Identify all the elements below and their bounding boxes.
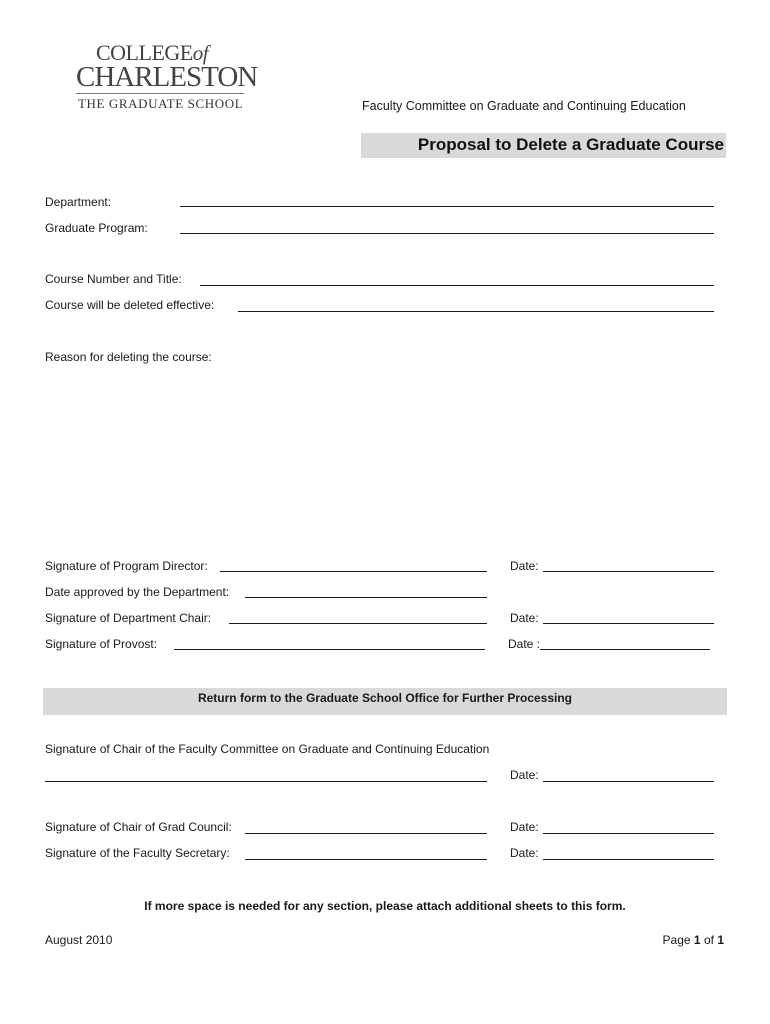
program-director-date-field[interactable] bbox=[543, 571, 714, 572]
program-director-signature-field[interactable] bbox=[220, 571, 487, 572]
provost-date-field[interactable] bbox=[540, 649, 710, 650]
return-form-text: Return form to the Graduate School Office for Further Processing bbox=[197, 691, 573, 705]
chair-grad-council-label: Signature of Chair of Grad Council: bbox=[45, 820, 232, 834]
department-field[interactable] bbox=[180, 206, 714, 207]
faculty-secretary-date-field[interactable] bbox=[543, 859, 714, 860]
deleted-effective-label: Course will be deleted effective: bbox=[45, 298, 215, 312]
logo-line-charleston: CHARLESTON bbox=[76, 61, 258, 93]
logo-line-graduate-school: THE GRADUATE SCHOOL bbox=[78, 96, 244, 111]
deleted-effective-field[interactable] bbox=[238, 311, 714, 312]
reason-label: Reason for deleting the course: bbox=[45, 350, 212, 364]
provost-date-label: Date : bbox=[508, 637, 541, 651]
graduate-program-field[interactable] bbox=[180, 233, 714, 234]
department-chair-date-field[interactable] bbox=[543, 623, 714, 624]
logo-rule bbox=[76, 93, 244, 94]
faculty-secretary-signature-field[interactable] bbox=[245, 859, 487, 860]
faculty-secretary-label: Signature of the Faculty Secretary: bbox=[45, 846, 230, 860]
department-chair-date-label: Date: bbox=[510, 611, 539, 625]
chair-grad-council-date-field[interactable] bbox=[543, 833, 714, 834]
college-logo bbox=[76, 40, 258, 114]
department-chair-signature-field[interactable] bbox=[229, 623, 487, 624]
logo-of: of bbox=[192, 41, 209, 65]
chair-faculty-committee-label: Signature of Chair of the Faculty Committee on Graduate and Continuing Education bbox=[45, 742, 490, 756]
course-number-title-label: Course Number and Title: bbox=[45, 272, 182, 286]
committee-name: Faculty Committee on Graduate and Continuing Education bbox=[362, 99, 686, 113]
program-director-label: Signature of Program Director: bbox=[45, 559, 208, 573]
footer-date: August 2010 bbox=[45, 933, 113, 947]
department-chair-label: Signature of Department Chair: bbox=[45, 611, 212, 625]
graduate-program-label: Graduate Program: bbox=[45, 221, 148, 235]
reason-area[interactable] bbox=[45, 370, 715, 550]
page-number: Page 1 of 1 bbox=[662, 933, 724, 947]
department-label: Department: bbox=[45, 195, 112, 209]
chair-faculty-committee-date-label: Date: bbox=[510, 768, 539, 782]
logo-line-college: COLLEGEof bbox=[96, 40, 209, 65]
chair-grad-council-signature-field[interactable] bbox=[245, 833, 487, 834]
date-approved-department-label: Date approved by the Department: bbox=[45, 585, 230, 599]
additional-sheets-note: If more space is needed for any section, please attach additional sheets to this form. bbox=[144, 899, 626, 913]
date-approved-department-field[interactable] bbox=[245, 597, 487, 598]
chair-faculty-committee-signature-field[interactable] bbox=[45, 781, 487, 782]
chair-faculty-committee-date-field[interactable] bbox=[543, 781, 714, 782]
chair-grad-council-date-label: Date: bbox=[510, 820, 539, 834]
provost-label: Signature of Provost: bbox=[45, 637, 158, 651]
faculty-secretary-date-label: Date: bbox=[510, 846, 539, 860]
program-director-date-label: Date: bbox=[510, 559, 539, 573]
provost-signature-field[interactable] bbox=[174, 649, 485, 650]
return-form-bar bbox=[43, 688, 727, 715]
page-title: Proposal to Delete a Graduate Course bbox=[417, 135, 724, 154]
course-number-title-field[interactable] bbox=[200, 285, 714, 286]
title-banner bbox=[361, 133, 726, 158]
